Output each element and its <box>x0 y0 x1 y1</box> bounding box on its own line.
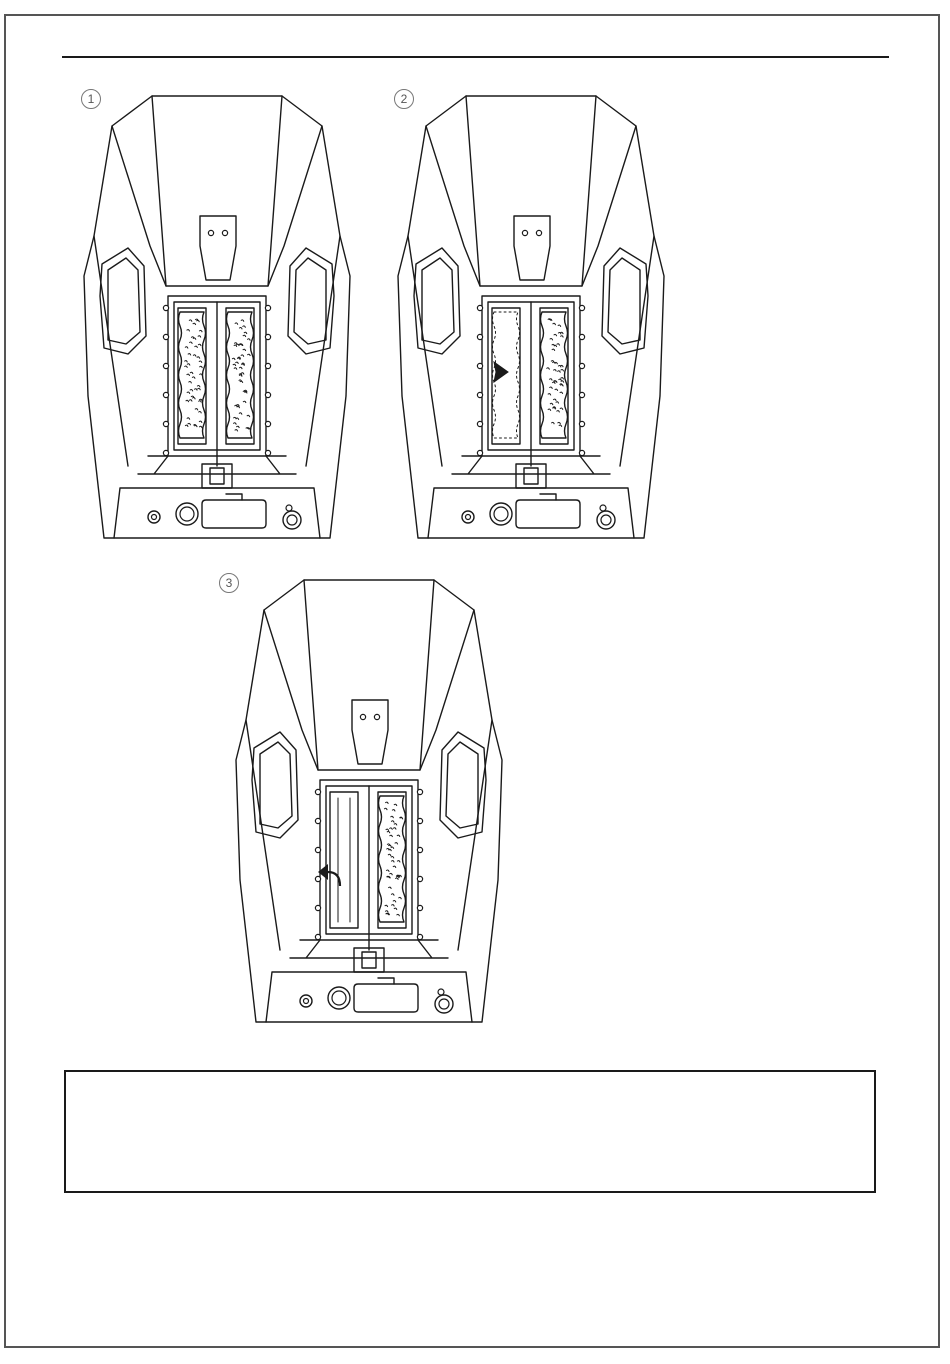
step-number-badge: 3 <box>219 573 239 593</box>
right-grip-inner <box>446 742 478 828</box>
lower-console <box>114 488 320 538</box>
rivet <box>579 305 584 310</box>
bottom-clip-inner <box>362 952 376 968</box>
bottom-clip-inner <box>524 468 538 484</box>
rivet <box>265 421 270 426</box>
rivet <box>163 450 168 455</box>
filter-slot-right <box>378 792 406 928</box>
rivet <box>579 334 584 339</box>
dial-knob <box>490 503 512 525</box>
display-window <box>354 984 418 1012</box>
rivet <box>579 363 584 368</box>
filter-slot-left <box>330 792 358 928</box>
top-ridge-lines <box>304 580 434 770</box>
latch-screw <box>222 230 227 235</box>
latch-screw <box>360 714 365 719</box>
power-button <box>462 511 474 523</box>
filter-sponge-left <box>179 312 206 438</box>
rivet <box>579 450 584 455</box>
lower-console <box>266 972 472 1022</box>
rivet <box>417 818 422 823</box>
filter-slot-left <box>178 308 206 444</box>
rivet <box>579 392 584 397</box>
display-latch <box>226 494 242 500</box>
rivet <box>477 421 482 426</box>
rivet <box>163 305 168 310</box>
left-grip-inner <box>260 742 292 828</box>
right-grip-inner <box>608 258 640 344</box>
rivet <box>477 363 482 368</box>
rivet <box>417 905 422 910</box>
rivet <box>579 421 584 426</box>
dehumidifier-unit-illustration <box>398 96 664 538</box>
rivet <box>265 305 270 310</box>
rivet <box>315 876 320 881</box>
dial-knob <box>176 503 198 525</box>
top-latch <box>352 700 388 764</box>
bottom-clip-inner <box>210 468 224 484</box>
rivet <box>315 905 320 910</box>
indicator-led <box>600 505 606 511</box>
display-window <box>516 500 580 528</box>
display-window <box>202 500 266 528</box>
filter-slot-right <box>226 308 254 444</box>
rivet <box>163 392 168 397</box>
indicator-led <box>286 505 292 511</box>
step-1-illustration <box>84 96 350 538</box>
drain-port <box>597 511 615 529</box>
rivet <box>417 934 422 939</box>
note-box <box>64 1070 876 1193</box>
filter-sponge-right <box>227 312 254 438</box>
rivet <box>417 847 422 852</box>
drain-port <box>435 995 453 1013</box>
header-rule <box>62 56 889 58</box>
rivet <box>265 450 270 455</box>
step-number-badge: 1 <box>81 89 101 109</box>
rivet <box>163 334 168 339</box>
top-ridge-lines <box>152 96 282 286</box>
drain-port <box>283 511 301 529</box>
rivet <box>265 363 270 368</box>
filter-sponge-right <box>541 312 568 438</box>
rivet <box>315 789 320 794</box>
indicator-led <box>438 989 444 995</box>
side-ridge-lines <box>112 126 322 286</box>
top-latch <box>514 216 550 280</box>
left-grip-inner <box>422 258 454 344</box>
power-button <box>148 511 160 523</box>
rivet <box>163 421 168 426</box>
rivet <box>265 334 270 339</box>
power-button <box>300 995 312 1007</box>
lower-console <box>428 488 634 538</box>
left-grip-inner <box>108 258 140 344</box>
latch-screw <box>374 714 379 719</box>
display-latch <box>378 978 394 984</box>
slide-right-arrow <box>494 362 508 382</box>
rivet <box>417 876 422 881</box>
rivet <box>477 334 482 339</box>
rivet <box>315 818 320 823</box>
step-2-illustration <box>398 96 664 538</box>
latch-screw <box>536 230 541 235</box>
rivet <box>477 392 482 397</box>
right-grip-inner <box>294 258 326 344</box>
latch-screw <box>522 230 527 235</box>
dial-knob <box>328 987 350 1009</box>
rivet <box>265 392 270 397</box>
side-ridge-lines <box>426 126 636 286</box>
latch-screw <box>208 230 213 235</box>
top-ridge-lines <box>466 96 596 286</box>
step-3-illustration <box>236 580 502 1022</box>
rivet <box>417 789 422 794</box>
rivet <box>163 363 168 368</box>
dehumidifier-unit-illustration <box>84 96 350 538</box>
side-ridge-lines <box>264 610 474 770</box>
step-number-badge: 2 <box>394 89 414 109</box>
filter-sponge-right <box>379 796 406 922</box>
rivet <box>477 305 482 310</box>
rivet <box>315 934 320 939</box>
rivet <box>315 847 320 852</box>
dehumidifier-unit-illustration <box>236 580 502 1022</box>
top-latch <box>200 216 236 280</box>
rivet <box>477 450 482 455</box>
display-latch <box>540 494 556 500</box>
empty-slot-guides <box>338 798 350 922</box>
